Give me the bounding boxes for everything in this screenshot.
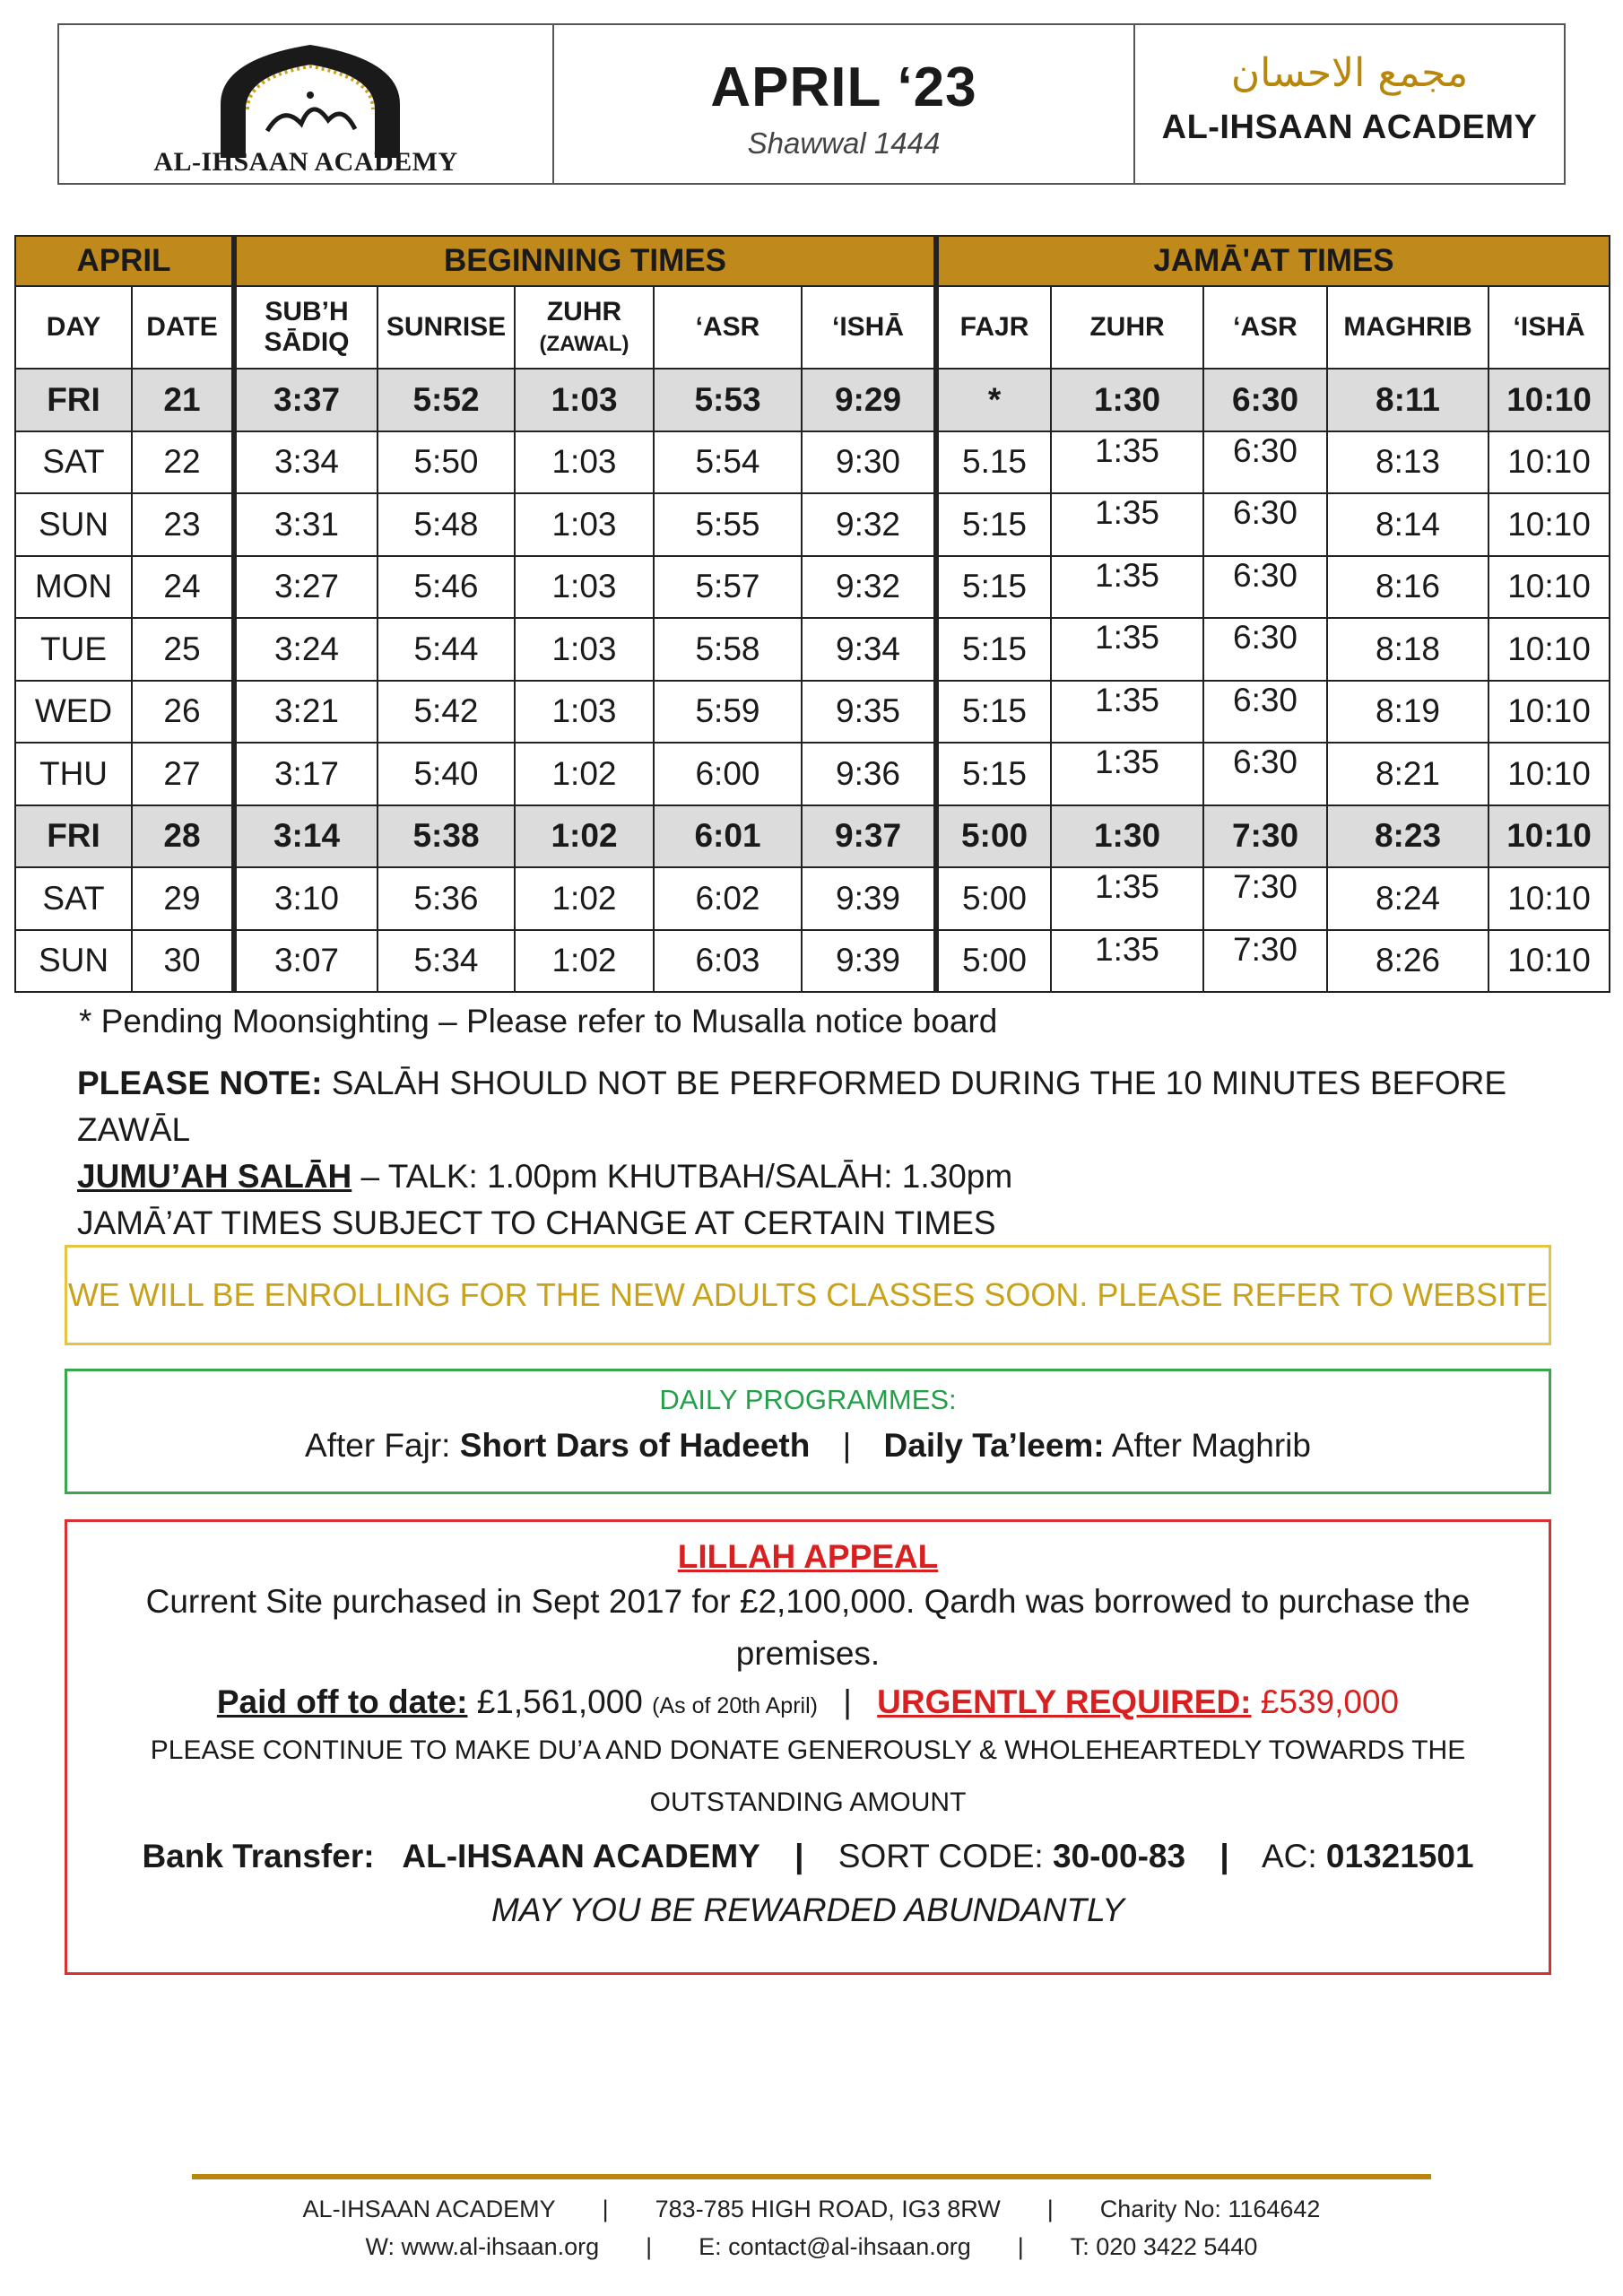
cell-zuhr-j: 1:30 <box>1051 805 1203 868</box>
group-beginning-times: BEGINNING TIMES <box>234 236 936 286</box>
header-name-cell <box>1135 25 1564 183</box>
cell-asr-j: 7:30 <box>1203 805 1327 868</box>
cell-zuhr-b: 1:03 <box>515 556 654 619</box>
cell-sunrise: 5:46 <box>378 556 515 619</box>
cell-asr-b: 6:03 <box>654 930 802 993</box>
cell-asr-b: 5:53 <box>654 369 802 431</box>
cell-subh: 3:34 <box>234 431 378 494</box>
cell-date: 26 <box>132 681 234 744</box>
cell-asr-j: 6:30 <box>1203 556 1327 619</box>
col-day: DAY <box>15 286 132 369</box>
website-link[interactable]: W: www.al-ihsaan.org <box>365 2233 600 2260</box>
phone-number: T: 020 3422 5440 <box>1070 2233 1258 2260</box>
timetable-body <box>15 369 1610 992</box>
table-row <box>15 930 1610 993</box>
cell-sunrise: 5:42 <box>378 681 515 744</box>
cell-fajr: 5:00 <box>936 930 1051 993</box>
month-title: APRIL ‘23 <box>710 57 977 118</box>
cell-zuhr-b: 1:03 <box>515 618 654 681</box>
cell-date: 27 <box>132 743 234 805</box>
cell-asr-b: 6:02 <box>654 867 802 930</box>
cell-fajr: * <box>936 369 1051 431</box>
cell-isha-b: 9:29 <box>802 369 936 431</box>
cell-date: 28 <box>132 805 234 868</box>
cell-day: TUE <box>15 618 132 681</box>
cell-sunrise: 5:36 <box>378 867 515 930</box>
cell-date: 24 <box>132 556 234 619</box>
cell-isha-j: 10:10 <box>1488 867 1610 930</box>
cell-isha-b: 9:39 <box>802 867 936 930</box>
cell-isha-j: 10:10 <box>1488 681 1610 744</box>
cell-zuhr-b: 1:03 <box>515 369 654 431</box>
programmes-line: After Fajr: Short Dars of Hadeeth | Daily Ta’leem: After Maghrib <box>305 1427 1311 1464</box>
cell-date: 21 <box>132 369 234 431</box>
cell-isha-b: 9:37 <box>802 805 936 868</box>
cell-zuhr-b: 1:02 <box>515 930 654 993</box>
cell-fajr: 5:15 <box>936 681 1051 744</box>
cell-maghrib: 8:19 <box>1327 681 1488 744</box>
header-logo-cell <box>59 25 554 183</box>
cell-zuhr-j: 1:35 <box>1051 556 1203 619</box>
cell-asr-j: 7:30 <box>1203 867 1327 930</box>
cell-date: 29 <box>132 867 234 930</box>
cell-subh: 3:31 <box>234 493 378 556</box>
cell-asr-b: 6:00 <box>654 743 802 805</box>
cell-isha-b: 9:35 <box>802 681 936 744</box>
email-link[interactable]: E: contact@al-ihsaan.org <box>699 2233 971 2260</box>
cell-asr-b: 6:01 <box>654 805 802 868</box>
cell-isha-j: 10:10 <box>1488 618 1610 681</box>
cell-subh: 3:14 <box>234 805 378 868</box>
cell-zuhr-b: 1:02 <box>515 805 654 868</box>
cell-zuhr-j: 1:35 <box>1051 930 1203 993</box>
cell-isha-b: 9:30 <box>802 431 936 494</box>
cell-date: 22 <box>132 431 234 494</box>
cell-zuhr-b: 1:02 <box>515 743 654 805</box>
table-row <box>15 556 1610 619</box>
prayer-timetable <box>14 235 1610 993</box>
cell-sunrise: 5:34 <box>378 930 515 993</box>
cell-maghrib: 8:13 <box>1327 431 1488 494</box>
enrolment-notice: WE WILL BE ENROLLING FOR THE NEW ADULTS CLASSES SOON. PLEASE REFER TO WEBSITE <box>65 1245 1551 1345</box>
col-subh-sadiq: SUB’H SĀDIQ <box>234 286 378 369</box>
moonsighting-note: * Pending Moonsighting – Please refer to Musalla notice board <box>79 1003 998 1039</box>
appeal-title: LILLAH APPEAL <box>677 1538 939 1575</box>
group-jamaat-times: JAMĀ'AT TIMES <box>936 236 1610 286</box>
cell-zuhr-j: 1:35 <box>1051 431 1203 494</box>
cell-date: 23 <box>132 493 234 556</box>
cell-subh: 3:17 <box>234 743 378 805</box>
cell-zuhr-b: 1:02 <box>515 867 654 930</box>
cell-fajr: 5:15 <box>936 556 1051 619</box>
col-asr-jamaat: ‘ASR <box>1203 286 1327 369</box>
cell-subh: 3:07 <box>234 930 378 993</box>
cell-isha-j: 10:10 <box>1488 431 1610 494</box>
cell-asr-j: 6:30 <box>1203 493 1327 556</box>
cell-isha-j: 10:10 <box>1488 493 1610 556</box>
cell-sunrise: 5:52 <box>378 369 515 431</box>
cell-zuhr-j: 1:30 <box>1051 369 1203 431</box>
cell-day: FRI <box>15 369 132 431</box>
cell-subh: 3:27 <box>234 556 378 619</box>
col-fajr-jamaat: FAJR <box>936 286 1051 369</box>
cell-zuhr-b: 1:03 <box>515 681 654 744</box>
cell-fajr: 5:15 <box>936 743 1051 805</box>
cell-sunrise: 5:40 <box>378 743 515 805</box>
cell-isha-j: 10:10 <box>1488 743 1610 805</box>
table-row <box>15 743 1610 805</box>
cell-fajr: 5:15 <box>936 493 1051 556</box>
programmes-title: DAILY PROGRAMMES: <box>659 1384 957 1415</box>
cell-day: SUN <box>15 493 132 556</box>
cell-date: 30 <box>132 930 234 993</box>
col-asr-begin: ‘ASR <box>654 286 802 369</box>
appeal-site-line: Current Site purchased in Sept 2017 for £2,100,000. Qardh was borrowed to purchase the premises. <box>145 1583 1471 1672</box>
col-date: DATE <box>132 286 234 369</box>
cell-day: WED <box>15 681 132 744</box>
cell-day: MON <box>15 556 132 619</box>
cell-subh: 3:37 <box>234 369 378 431</box>
appeal-paid-line: Paid off to date: £1,561,000 (As of 20th April) | URGENTLY REQUIRED: £539,000 <box>216 1683 1400 1720</box>
cell-zuhr-b: 1:03 <box>515 493 654 556</box>
header-title-cell <box>554 25 1135 183</box>
cell-asr-j: 7:30 <box>1203 930 1327 993</box>
hijri-month: Shawwal 1444 <box>747 126 941 160</box>
cell-zuhr-j: 1:35 <box>1051 867 1203 930</box>
cell-isha-b: 9:32 <box>802 556 936 619</box>
footer-line-2: W: www.al-ihsaan.org | E: contact@al-ihsaan.org | T: 020 3422 5440 <box>365 2233 1258 2260</box>
appeal-reward: MAY YOU BE REWARDED ABUNDANTLY <box>491 1892 1124 1928</box>
jumuah-line: JUMU’AH SALĀH – TALK: 1.00pm KHUTBAH/SALĀH: 1.30pm <box>77 1158 1013 1195</box>
cell-maghrib: 8:26 <box>1327 930 1488 993</box>
appeal-donate-line: PLEASE CONTINUE TO MAKE DU’A AND DONATE GENEROUSLY & WHOLEHEARTEDLY TOWARDS THE OUTSTANDING AMOUNT <box>150 1735 1466 1817</box>
cell-zuhr-j: 1:35 <box>1051 681 1203 744</box>
cell-asr-b: 5:58 <box>654 618 802 681</box>
cell-day: THU <box>15 743 132 805</box>
col-isha-begin: ‘ISHĀ <box>802 286 936 369</box>
cell-asr-b: 5:55 <box>654 493 802 556</box>
cell-zuhr-b: 1:03 <box>515 431 654 494</box>
table-row <box>15 681 1610 744</box>
col-isha-jamaat: ‘ISHĀ <box>1488 286 1610 369</box>
cell-isha-b: 9:39 <box>802 930 936 993</box>
cell-day: FRI <box>15 805 132 868</box>
cell-day: SAT <box>15 867 132 930</box>
footer-rule <box>192 2174 1431 2179</box>
cell-maghrib: 8:18 <box>1327 618 1488 681</box>
table-row <box>15 369 1610 431</box>
group-month: APRIL <box>15 236 234 286</box>
cell-asr-b: 5:59 <box>654 681 802 744</box>
cell-maghrib: 8:23 <box>1327 805 1488 868</box>
cell-asr-b: 5:54 <box>654 431 802 494</box>
cell-zuhr-j: 1:35 <box>1051 618 1203 681</box>
notes-block <box>77 1060 1623 1247</box>
col-zuhr-jamaat: ZUHR <box>1051 286 1203 369</box>
table-row <box>15 431 1610 494</box>
cell-isha-j: 10:10 <box>1488 556 1610 619</box>
table-row <box>15 618 1610 681</box>
cell-zuhr-j: 1:35 <box>1051 493 1203 556</box>
cell-sunrise: 5:38 <box>378 805 515 868</box>
col-zuhr-zawal: ZUHR (ZAWAL) <box>515 286 654 369</box>
bank-details: Bank Transfer: AL-IHSAAN ACADEMY | SORT CODE: 30-00-83 | AC: 01321501 <box>142 1838 1474 1874</box>
cell-maghrib: 8:16 <box>1327 556 1488 619</box>
arabic-name: مجمع الاحسان <box>1230 50 1469 96</box>
please-note-line: PLEASE NOTE: SALĀH SHOULD NOT BE PERFORMED DURING THE 10 MINUTES BEFORE ZAWĀL <box>77 1065 1507 1148</box>
cell-isha-b: 9:32 <box>802 493 936 556</box>
cell-sunrise: 5:50 <box>378 431 515 494</box>
cell-fajr: 5:00 <box>936 805 1051 868</box>
cell-date: 25 <box>132 618 234 681</box>
table-row <box>15 867 1610 930</box>
cell-day: SAT <box>15 431 132 494</box>
table-row <box>15 805 1610 868</box>
cell-isha-b: 9:34 <box>802 618 936 681</box>
cell-asr-j: 6:30 <box>1203 681 1327 744</box>
cell-maghrib: 8:21 <box>1327 743 1488 805</box>
cell-fajr: 5.15 <box>936 431 1051 494</box>
cell-asr-j: 6:30 <box>1203 431 1327 494</box>
cell-isha-j: 10:10 <box>1488 930 1610 993</box>
col-maghrib-jamaat: MAGHRIB <box>1327 286 1488 369</box>
cell-subh: 3:10 <box>234 867 378 930</box>
cell-maghrib: 8:24 <box>1327 867 1488 930</box>
mosque-arch-logo-icon <box>212 41 409 158</box>
cell-maghrib: 8:11 <box>1327 369 1488 431</box>
footer-line-1: AL-IHSAAN ACADEMY | 783-785 HIGH ROAD, IG3 8RW | Charity No: 1164642 <box>302 2196 1321 2222</box>
cell-asr-j: 6:30 <box>1203 618 1327 681</box>
cell-isha-j: 10:10 <box>1488 805 1610 868</box>
cell-isha-b: 9:36 <box>802 743 936 805</box>
cell-asr-j: 6:30 <box>1203 743 1327 805</box>
cell-sunrise: 5:48 <box>378 493 515 556</box>
header-box <box>57 23 1566 185</box>
cell-isha-j: 10:10 <box>1488 369 1610 431</box>
cell-asr-j: 6:30 <box>1203 369 1327 431</box>
cell-fajr: 5:00 <box>936 867 1051 930</box>
col-sunrise: SUNRISE <box>378 286 515 369</box>
cell-zuhr-j: 1:35 <box>1051 743 1203 805</box>
cell-sunrise: 5:44 <box>378 618 515 681</box>
cell-maghrib: 8:14 <box>1327 493 1488 556</box>
cell-subh: 3:21 <box>234 681 378 744</box>
table-row <box>15 493 1610 556</box>
daily-programmes-box <box>65 1369 1551 1494</box>
jamaat-change-line: JAMĀ’AT TIMES SUBJECT TO CHANGE AT CERTAIN TIMES <box>77 1205 996 1241</box>
cell-day: SUN <box>15 930 132 993</box>
lillah-appeal-box <box>65 1519 1551 1975</box>
cell-fajr: 5:15 <box>936 618 1051 681</box>
english-name: AL-IHSAAN ACADEMY <box>1161 109 1538 146</box>
cell-subh: 3:24 <box>234 618 378 681</box>
cell-asr-b: 5:57 <box>654 556 802 619</box>
logo-text: AL-IHSAAN ACADEMY <box>153 147 458 177</box>
